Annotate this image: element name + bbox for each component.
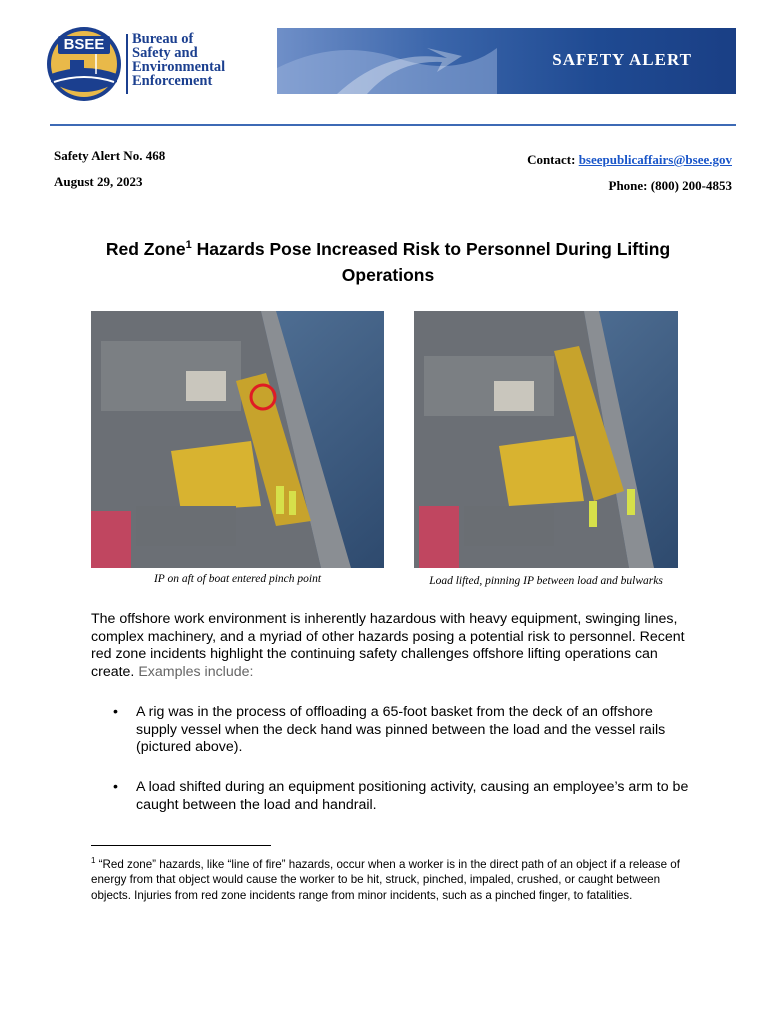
agency-line: Enforcement — [132, 73, 213, 89]
contact-label: Contact: — [527, 152, 576, 167]
incident-photo-2 — [414, 311, 678, 568]
agency-name — [132, 32, 252, 88]
intro-paragraph — [91, 611, 691, 681]
logo-divider — [126, 34, 128, 94]
agency-line: Safety and — [132, 45, 198, 61]
title-text: Hazards Pose Increased Risk to Personnel During Lifting Operations — [191, 238, 671, 285]
contact-line — [527, 152, 732, 168]
list-item — [113, 779, 693, 815]
page-title — [80, 232, 696, 288]
bullet-text: A rig was in the process of offloading a 65-foot basket from the deck of an offshore supply vessel when the deck hand was pinned between the load and the vessel rails (pictured above). — [136, 704, 666, 755]
title-text: Red Zone — [105, 238, 186, 259]
contact-email-link[interactable]: bseepublicaffairs@bsee.gov — [578, 152, 732, 167]
footnote — [91, 853, 691, 903]
banner-title: SAFETY ALERT — [552, 50, 692, 69]
bullet-icon: • — [113, 704, 118, 720]
footnote-divider — [91, 845, 271, 846]
footnote-text: “Red zone” hazards, like “line of fire” hazards, occur when a worker is in the direct path of an object if a release of energy from that object would cause the worker to be hit, struck, pinched, impaled, crushed, or caught between objects. Injuries from red zone incidents range from minor incidents, such as a pinched finger, to fatalities. — [91, 857, 680, 902]
photo-2-caption: Load lifted, pinning IP between load and bulwarks — [429, 575, 663, 587]
bsee-seal-icon — [44, 22, 124, 106]
alert-date: August 29, 2023 — [54, 174, 143, 189]
footnote-ref[interactable]: 1 — [185, 239, 192, 251]
agency-line: Environmental — [132, 59, 226, 75]
agency-line: Bureau of — [132, 31, 194, 47]
photo-1-caption: IP on aft of boat entered pinch point — [153, 573, 322, 585]
logo-abbr: BSEE — [63, 36, 105, 53]
incident-photo-1 — [91, 311, 384, 568]
footnote-number: 1 — [91, 856, 96, 865]
list-item — [113, 704, 693, 758]
intro-text: The offshore work environment is inherently hazardous with heavy equipment, swinging lines, complex machinery, and a myriad of other hazards posing a potential risk to personnel. Recent red zone incidents highlight the continuing safety challenges offshore lifting operations can create. — [91, 611, 685, 680]
bsee-logo — [44, 22, 254, 106]
examples-label: Examples include: — [134, 663, 254, 680]
alert-number: Safety Alert No. 468 — [54, 148, 166, 163]
bullet-text: A load shifted during an equipment positioning activity, causing an employee’s arm to be caught between the load and handrail. — [136, 779, 689, 813]
header-divider — [50, 124, 736, 126]
safety-alert-banner — [277, 28, 736, 94]
bullet-icon: • — [113, 779, 118, 795]
contact-phone: Phone: (800) 200-4853 — [608, 178, 732, 193]
